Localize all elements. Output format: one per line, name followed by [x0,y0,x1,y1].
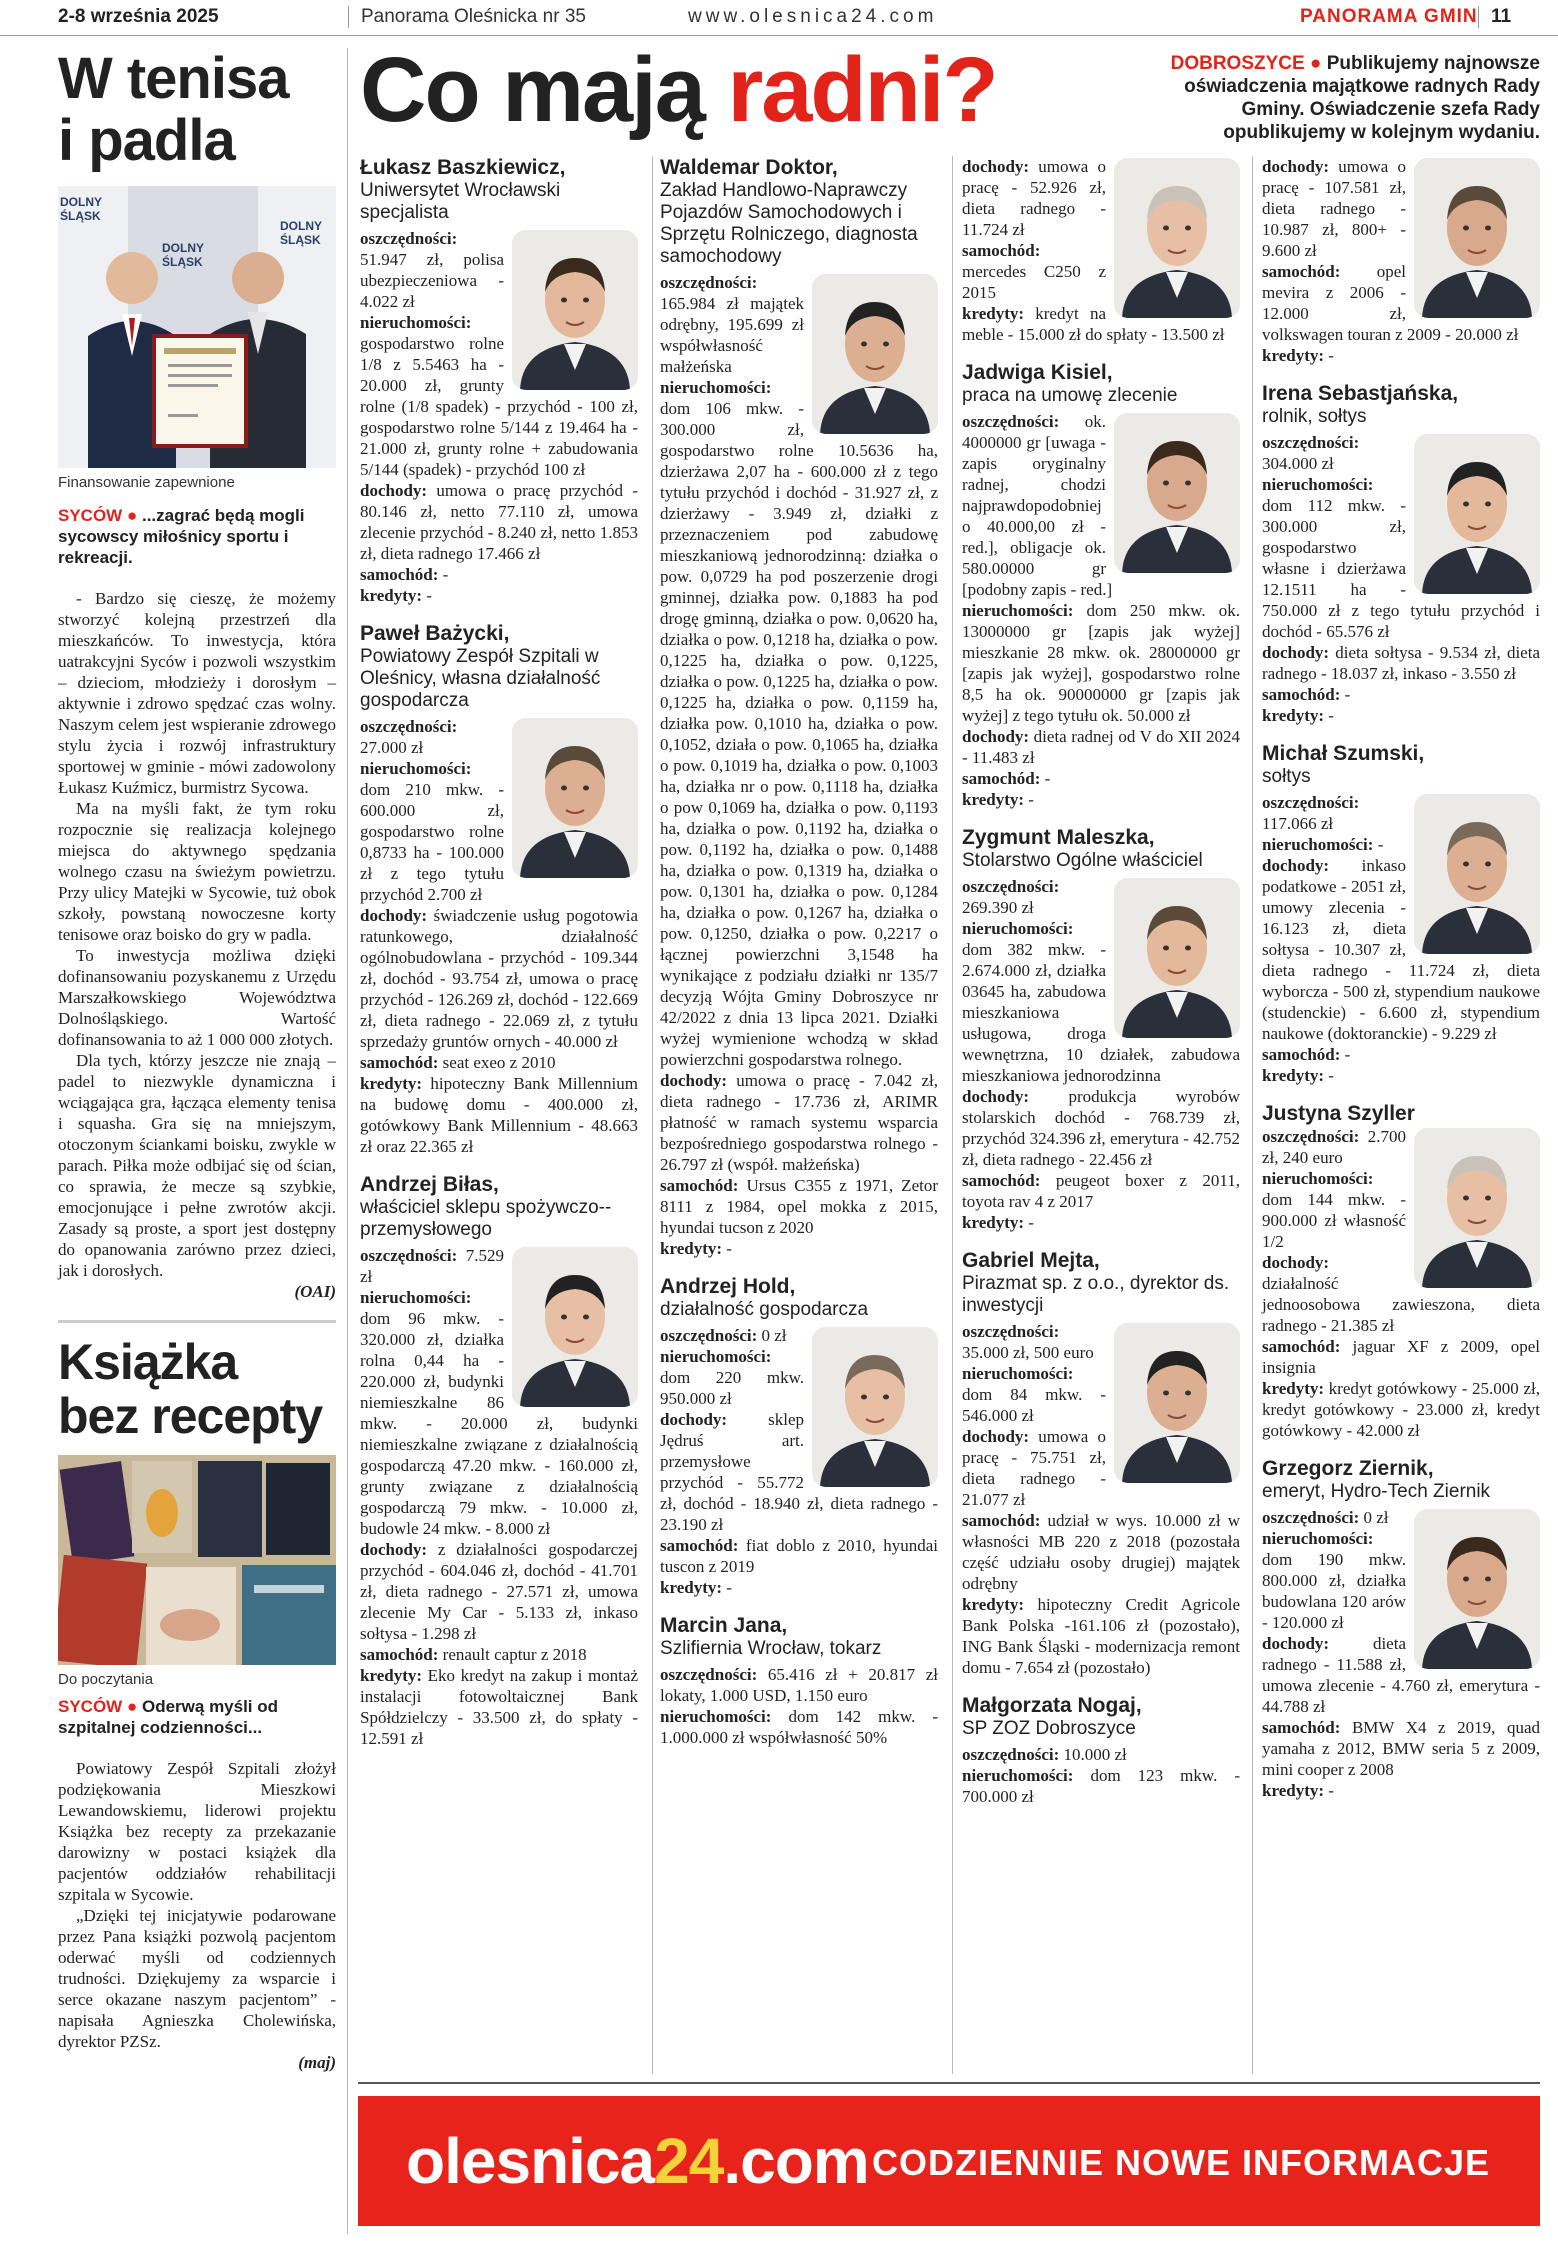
field-label: oszczędności: [660,273,758,292]
field-label: oszczędności: [660,1326,758,1345]
issue-date: 2-8 września 2025 [58,6,219,27]
field-value: dom 250 mkw. ok. 13000000 gr [zapis jak wyżej] mieszkanie 28 mkw. ok. 28000000 gr [zapis jak wyżej], gospodarstwo rolne 8,5 ha ok. 90000000 gr [zapis jak wyżej] z tego tytułu ok. 50.000 zł [962,601,1240,725]
field-label: dochody: [360,1540,428,1559]
field-label: nieruchomości: [1262,475,1374,494]
paragraph: - Bardzo się cieszę, że możemy stworzyć kolejną przestrzeń dla mieszkańców. To inwestycja, która uatrakcyjni Syców i pozwoli wszystkim – dzieciom, młodzieży i dorosłym – aktywnie i zdrowo spędzać czas wolny. Naszym celem jest wspieranie zdrowego stylu życia i rozwój infrastruktury sportowej w gminie - mówi zadowolony Łukasz Kuźmicz, burmistrz Sycowa. [58,589,336,797]
field-label: dochody: [962,1427,1030,1446]
councillor-portrait [1414,158,1540,318]
councillor-role: emeryt, Hydro-Tech Ziernik [1262,1481,1491,1502]
banner-text: ŚLĄSK [280,233,321,247]
field-value: 51.947 zł, polisa ubezpieczeniowa - 4.022 zł [360,250,504,311]
column-divider [952,156,953,2074]
field-value: z działalności gospodarczej przychód - 604.046 zł, dochód - 41.701 zł, dieta radnego - 27.571 zł, umowa zlecenie My Car - 5.133 zł, inkaso sołtysa - 1.298 zł [360,1540,638,1643]
field-label: samochód: [660,1176,739,1195]
section-divider [58,1320,336,1323]
declaration-text [1262,1507,1540,1801]
declaration-text [962,156,1240,345]
field-label: nieruchomości: [660,1707,772,1726]
councillor-portrait [1114,878,1240,1038]
field-label: nieruchomości: [1262,1169,1374,1188]
books-photo-image [58,1455,336,1665]
councillor-entry [1262,1457,1540,1801]
field-label: oszczędności: [962,877,1060,896]
portrait-image [1414,158,1540,318]
field-label: samochód: [1262,1045,1341,1064]
councillor-portrait [1114,1323,1240,1483]
councillor-name: Andrzej Hold, [660,1275,796,1298]
field-value: Eko kredyt na zakup i montaż instalacji fotowoltaicznej Bank Spółdzielczy - 33.500 zł, do spłaty - 12.591 zł [360,1666,638,1748]
declaration-text [1262,1126,1540,1441]
field-label: samochód: [1262,1718,1341,1737]
field-value: ok. 4000000 gr [uwaga - zapis oryginalny radnej, chodzi najprawdopodobniej o 40.000,00 zł - red.], obligacje ok. 580.00000 gr [podobny zapis - red.] [962,412,1113,599]
field-label: samochód: [360,1053,439,1072]
councillor-entry [962,156,1240,345]
field-value: - [422,586,432,605]
field-label: dochody: [660,1410,728,1429]
field-value: hipoteczny Credit Agricole Bank Polska -161.106 zł (pozostało), ING Bank Śląski - modernizacja remont domu - 7.654 zł (pozostało) [962,1595,1240,1677]
declaration-text [360,1245,638,1749]
councillor-entry [962,1249,1240,1678]
field-value: 269.390 zł [962,898,1034,917]
councillors-column-4 [1262,156,1540,1817]
councillor-portrait [1414,1128,1540,1288]
councillor-entry [660,156,938,1259]
declaration-text [962,1321,1240,1678]
field-value: - [1340,1045,1351,1064]
portrait-image [1114,878,1240,1038]
field-label: dochody: [1262,643,1330,662]
councillor-role: Uniwersytet Wrocławski specjalista [360,180,561,223]
field-label: dochody: [360,906,428,925]
councillor-entry [962,1694,1240,1807]
field-label: oszczędności: [962,1322,1060,1341]
deck-place: DOBROSZYCE [1170,53,1305,74]
field-label: dochody: [962,1087,1030,1106]
field-label: dochody: [660,1071,728,1090]
bullet-icon: ● [126,1697,138,1716]
field-label: kredyty: [1262,1066,1325,1085]
logo-part: olesnica [406,2125,655,2197]
portrait-image [1414,1509,1540,1669]
banner-text: DOLNY [162,241,204,255]
field-label: nieruchomości: [360,759,472,778]
councillor-name: Gabriel Mejta, [962,1249,1100,1272]
field-label: nieruchomości: [1262,835,1374,854]
field-value: 0 zł [757,1326,787,1345]
field-label: kredyty: [660,1578,723,1597]
councillor-portrait [812,274,938,434]
councillor-name: Irena Sebastjańska, [1262,382,1459,405]
councillor-role: sołtys [1262,766,1311,787]
councillor-role: właściciel sklepu spożywczo--przemysłowego [360,1197,612,1240]
field-label: nieruchomości: [962,601,1074,620]
field-label: samochód: [360,1645,439,1664]
field-value: Ursus C355 z 1971, Zetor 8111 z 1984, opel mokka z 2015, hyundai tucson z 2020 [660,1176,938,1237]
field-value: świadczenie usług pogotowia ratunkowego, działalność ogólnobudowlana - przychód - 109.344 zł, dochód - 93.754 zł, umowa o pracę przychód - 126.269 zł, dochód - 122.669 zł, dieta radnego - 22.069 zł, z tytułu sprzedaży gruntów ornych - 40.000 zł [360,906,638,1051]
portrait-image [1414,1128,1540,1288]
portrait-image [812,274,938,434]
councillor-portrait [1114,158,1240,318]
column-divider [1252,156,1253,2074]
field-label: dochody: [360,481,428,500]
councillor-portrait [512,1247,638,1407]
field-value: - [722,1578,732,1597]
field-value: renault captur z 2018 [438,1645,587,1664]
field-label: nieruchomości: [962,1766,1074,1785]
paragraph: To inwestycja możliwa dzięki dofinansowaniu pozyskanemu z Urzędu Marszałkowskiego Województwa Dolnośląskiego. Wartość dofinansowania to aż 1 000 000 złotych. [58,946,336,1049]
field-value: dieta radnego - 11.588 zł, umowa zlecenie - 4.760 zł, emerytura - 44.788 zł [1262,1634,1540,1716]
field-label: oszczędności: [962,1745,1060,1764]
field-value: hipoteczny Bank Millennium na budowę domu - 400.000 zł, gotówkowy Bank Millennium - 48.663 zł oraz 22.365 zł [360,1074,638,1156]
field-label: samochód: [1262,1337,1341,1356]
declaration-text [962,411,1240,810]
field-value: 165.984 zł majątek odrębny, 195.699 zł współwłasność małżeńska [660,294,804,376]
councillor-name: Michał Szumski, [1262,742,1425,765]
field-value: jaguar XF z 2009, opel insignia [1262,1337,1540,1377]
portrait-image [1114,413,1240,573]
field-value: dom 112 mkw. - 300.000 zł, gospodarstwo własne i dzierżawa 12.1511 ha - 750.000 zł z tego tytułu przychód i dochód - 65.576 zł [1262,496,1540,641]
title-line: W tenisa [58,46,289,111]
declaration-text [962,876,1240,1233]
bullet-icon: ● [1309,53,1322,74]
field-label: kredyty: [1262,1781,1325,1800]
field-label: kredyty: [660,1239,723,1258]
councillor-portrait [1414,434,1540,594]
councillor-portrait [512,718,638,878]
field-value: - [1324,706,1334,725]
title-line: Książka [58,1334,238,1390]
field-value: dom 106 mkw. - 300.000 zł, gospodarstwo rolne 10.5636 ha, dzierżawa 2,07 ha - 600.000 zł z tego tytułu przychód i dochód - 31.927 zł, z dzierżawy - 3.949 zł, działki z przeznaczeniem pod zabudowę mieszkaniową jednorodzinną: działka o pow. 0,0729 ha pod poszerzenie drogi gminnej, działka pow. 0,1883 ha pod drogę gminną, działka o pow. 0,0620 ha, działka o pow. 0,1218 ha, działka o pow. 0,1225 ha, działka o pow. 0,1225, działka o pow. 0,1225 ha, działka o pow. 0,1225 ha, działka o pow. 0,1159 ha, działka pow. 0,1010 ha, działka o pow. 0,1052, działa o pow. 0,1065 ha, działka o pow. 0,1019 ha, działka o pow. 0,1003 ha, działka nr o pow. 0,1118 ha, działka o pow 0,1069 ha, działka o pow. 0,1193 ha, działka o pow. 0,1192 ha, działka o pow. 0,1192 ha, działka o pow. 0,1488 ha, działka o pow. 0,1319 ha, działka o pow. 0,1301 ha, działka o pow. 0,1284 ha, działka o pow. 0,1267 ha, działka o pow. 0,1250, działka o pow. 0,2217 o łącznej powierzchni 3,1548 ha wynikające z podziału działki nr 135/7 decyzją Wójta Gminy Dobroszyce nr 42/2022 z dnia 13 lipca 2021. Działki wyżej wymienione wchodzą w skład powierzchni gospodarstwa rolnego. [660,399,938,1069]
field-value: dieta radnej od V do XII 2024 - 11.483 zł [962,727,1240,767]
field-label: dochody: [962,157,1030,176]
field-value: dom 96 mkw. - 320.000 zł, działka rolna 0,44 ha - 220.000 zł, budynki niemieszkalne 86 mkw. - 20.000 zł, budynki niemieszkalne związane z działalnością gospodarczą 47.20 mkw. - 160.000 zł, grunty związane z działalnością gospodarczą 79 mkw. - 10.000 zł, budowle 24 mkw. - 8.000 zł [360,1309,638,1538]
field-label: kredyty: [962,1213,1025,1232]
councillor-portrait [1414,794,1540,954]
councillor-portrait [1114,413,1240,573]
lead-text: ...zagrać będą mogli sycowscy miłośnicy sportu i rekreacji. [58,506,305,567]
councillor-entry [360,622,638,1157]
ad-banner[interactable] [358,2096,1540,2226]
councillor-name: Marcin Jana, [660,1614,788,1637]
page-header [0,0,1558,36]
field-value: 35.000 zł, 500 euro [962,1343,1094,1362]
article-lead [58,505,336,568]
field-label: kredyty: [360,1074,423,1093]
declaration-text [1262,792,1540,1086]
portrait-image [1114,1323,1240,1483]
councillor-entry [360,1173,638,1749]
councillor-name: Zygmunt Maleszka, [962,826,1155,849]
field-value: umowa o pracę - 75.751 zł, dieta radnego - 21.077 zł [962,1427,1106,1509]
declaration-text [1262,432,1540,726]
councillor-name: Łukasz Baszkiewicz, [360,156,566,179]
column-divider [652,156,653,2074]
field-value: - [1024,790,1034,809]
field-label: nieruchomości: [360,1288,472,1307]
field-value: 117.066 zł [1262,814,1334,833]
declaration-text [962,1744,1240,1807]
field-value: 2.700 zł, 240 euro [1262,1127,1406,1167]
declaration-text [660,1664,938,1748]
title-line: i padla [58,108,235,173]
field-value: 304.000 zł [1262,454,1334,473]
field-value: 27.000 zł [360,738,424,757]
field-value: - [1324,346,1334,365]
field-value: peugeot boxer z 2011, toyota rav 4 z 2017 [962,1171,1240,1211]
field-label: samochód: [360,565,439,584]
field-label: nieruchomości: [962,1364,1074,1383]
headline-part: Co mają [360,39,728,141]
councillor-role: SP ZOZ Dobroszyce [962,1718,1136,1739]
field-label: nieruchomości: [360,313,472,332]
logo-part: .com [723,2125,869,2197]
councillor-name: Paweł Bażycki, [360,622,510,645]
banner-text: ŚLĄSK [162,255,203,269]
headline-deck [1130,52,1540,144]
field-label: nieruchomości: [1262,1529,1374,1548]
field-value: 65.416 zł + 20.817 zł lokaty, 1.000 USD, 1.150 euro [660,1665,938,1705]
field-value: umowa o pracę - 107.581 zł, dieta radnego - 10.987 zł, 800+ - 9.600 zł [1262,157,1406,260]
field-label: samochód: [1262,262,1341,281]
councillor-role: Zakład Handlowo-Naprawczy Pojazdów Samochodowych i Sprzętu Rolniczego, diagnosta samochodowy [660,180,918,267]
article-body [58,1758,336,2073]
field-label: oszczędności: [1262,433,1360,452]
books-photo [58,1455,336,1665]
portrait-image [1414,794,1540,954]
logo-number: 24 [654,2125,724,2197]
field-value: dom 84 mkw. - 546.000 zł [962,1385,1106,1425]
field-label: oszczędności: [360,717,458,736]
field-value: 0 zł [1359,1508,1389,1527]
field-value: - [1024,1213,1034,1232]
portrait-image [1414,434,1540,594]
councillor-entry [962,826,1240,1233]
field-label: nieruchomości: [962,919,1074,938]
field-label: samochód: [1262,685,1341,704]
field-value: sklep Jędruś art. przemysłowe przychód - 55.772 zł, dochód - 18.940 zł, dieta radnego - 23.190 zł [660,1410,938,1534]
bullet-icon: ● [126,506,138,525]
field-value: dom 190 mkw. 800.000 zł, działka budowlana 120 arów - 120.000 zł [1262,1550,1406,1632]
field-label: samochód: [962,769,1041,788]
banner-text: ŚLĄSK [60,209,101,223]
field-value: - [1040,769,1051,788]
councillor-role: działalność gospodarcza [660,1299,869,1320]
paragraph: Powiatowy Zespół Szpitali złożył podziękowania Mieszkowi Lewandowskiemu, liderowi projektu Książka bez recepty za przekazanie darowizny w postaci książek dla pacjentów oddziałów rehabilitacji szpitala w Sycowie. [58,1759,336,1904]
issue-number: Panorama Oleśnicka nr 35 [348,6,586,28]
councillor-entry [1262,156,1540,366]
lead-place: SYCÓW [58,1697,123,1716]
councillor-name: Waldemar Doktor, [660,156,838,179]
section-name: PANORAMA GMIN [1300,6,1478,27]
field-label: samochód: [962,1171,1041,1190]
paragraph: Ma na myśli fakt, że tym roku rozpocznie się realizacja kolejnego miejsca do aktywnego spędzania wolnego czasu na świeżym powietrzu. Przy ulicy Matejki w Sycowie, tuż obok szkoły, powstaną nowoczesne korty tenisowe oraz boisko do gry w padla. [58,799,336,944]
field-label: samochód: [962,1511,1041,1530]
paragraph: „Dzięki tej inicjatywie podarowane przez Pana książki pozwolą pacjentom oderwać myśli od codziennych trudności. Dziękujemy za wsparcie i serce okazane naszym pacjentom” - napisała Agnieszka Cholewińska, dyrektor PZSz. [58,1906,336,2051]
field-value: działalność jednoosobowa zawieszona, dieta radnego - 21.385 zł [1262,1274,1540,1335]
field-label: oszczędności: [1262,1127,1360,1146]
declaration-text [360,228,638,606]
field-value: dom 220 mkw. 950.000 zł [660,1368,804,1408]
website-url[interactable]: www.olesnica24.com [688,6,938,27]
declaration-text [1262,156,1540,366]
headline-accent: radni? [727,39,997,141]
field-value: produkcja wyrobów stolarskich dochód - 768.739 zł, przychód 324.396 zł, emerytura - 42.752 zł, dieta radnego - 22.456 zł [962,1087,1240,1169]
field-label: kredyty: [962,304,1025,323]
field-value: mercedes C250 z 2015 [962,262,1106,302]
field-label: dochody: [962,727,1030,746]
banner-text: DOLNY [60,195,102,209]
field-value: udział w wys. 10.000 zł w własności MB 220 z 2018 (pozostała część udziału osoby drugiej) majątek odrębny [962,1511,1240,1593]
field-value: seat exeo z 2010 [438,1053,556,1072]
field-label: samochód: [660,1536,739,1555]
councillor-portrait [812,1327,938,1487]
portrait-image [512,1247,638,1407]
field-label: oszczędności: [360,1246,458,1265]
field-value: 7.529 zł [360,1246,504,1286]
declaration-text [660,1325,938,1598]
author-signature: (maj) [298,2053,336,2072]
councillors-column-1 [360,156,638,1765]
field-value: dom 382 mkw. - 2.674.000 zł, działka 03645 ha, zabudowa mieszkaniowa usługowa, droga wewnętrzna, 10 działek, zabudowa mieszkaniowa jednorodzinna [962,940,1240,1085]
councillor-name: Grzegorz Ziernik, [1262,1457,1434,1480]
field-value: - [722,1239,732,1258]
councillor-name: Jadwiga Kisiel, [962,361,1113,384]
field-label: kredyty: [1262,346,1325,365]
field-value: - [1340,685,1351,704]
field-value: dom 123 mkw. - 700.000 zł [962,1766,1240,1806]
field-value: inkaso podatkowe - 2051 zł, umowy zlecenia - 16.123 zł, dieta sołtysa - 10.307 zł, dieta radnego - 11.724 zł, dieta wyborcza - 500 zł, stypendium naukowe (studenckie) - 6.600 zł, stypendium naukowe (doktoranckie) - 9.229 zł [1262,856,1540,1043]
tennis-photo [58,186,336,468]
photo-caption: Finansowanie zapewnione [58,474,235,491]
field-value: dom 144 mkw. - 900.000 zł własność 1/2 [1262,1190,1406,1251]
field-value: 10.000 zł [1059,1745,1127,1764]
councillor-portrait [512,230,638,390]
field-label: dochody: [1262,856,1330,875]
banner-text: DOLNY [280,219,322,233]
declaration-text [360,716,638,1157]
councillor-portrait [1414,1509,1540,1669]
main-headline [360,40,997,140]
field-label: nieruchomości: [660,1347,772,1366]
ad-top-rule [358,2082,1540,2084]
field-value: umowa o pracę przychód - 80.146 zł, netto 77.110 zł, umowa zlecenie przychód - 8.240 zł, netto 1.853 zł, dieta radnego 17.466 zł [360,481,638,563]
field-label: kredyty: [360,586,423,605]
field-label: dochody: [1262,1634,1330,1653]
field-label: kredyty: [962,790,1025,809]
author-signature: (OAI) [294,1282,336,1301]
field-value: - [1324,1066,1334,1085]
paragraph: Dla tych, którzy jeszcze nie znają – padel to niezwykle dynamiczna i wciągająca gra, łącząca elementy tenisa i squasha. Gra się na mniejszym, otoczonym ściankami boisku, zwykle w parach. Piłka może odbijać się od ścian, co sprawia, że mecze są szybkie, emocjonujące i pełne zwrotów akcji. Zasady są proste, a sport jest dostępny do opanowania zarówno przez dzieci, jak i dorosłych. [58,1051,336,1280]
tennis-photo-image [58,186,336,468]
field-value: kredyt na meble - 15.000 zł do spłaty - 13.500 zł [962,304,1225,344]
field-label: oszczędności: [1262,1508,1360,1527]
councillor-name: Justyna Szyller [1262,1102,1415,1125]
field-value: umowa o pracę - 52.926 zł, dieta radnego - 11.724 zł [962,157,1106,239]
field-value: fiat doblo z 2010, hyundai tuscon z 2019 [660,1536,938,1576]
councillor-name: Małgorzata Nogaj, [962,1694,1142,1717]
field-value: BMW X4 z 2019, quad yamaha z 2012, BMW seria 5 z 2009, mini cooper z 2008 [1262,1718,1540,1779]
field-label: nieruchomości: [660,378,772,397]
councillor-entry [962,361,1240,810]
councillor-entry [660,1275,938,1598]
field-value: - [1373,835,1384,854]
field-label: kredyty: [360,1666,423,1685]
field-value: - [438,565,449,584]
councillors-column-2 [660,156,938,1764]
field-label: kredyty: [1262,706,1325,725]
ad-logo [406,2124,869,2198]
portrait-image [512,230,638,390]
field-label: dochody: [1262,1253,1330,1272]
field-value: opel mevira z 2006 - 12.000 zł, volkswagen touran z 2009 - 20.000 zł [1262,262,1519,344]
portrait-image [812,1327,938,1487]
councillor-entry [1262,742,1540,1086]
article-lead [58,1696,336,1738]
field-label: oszczędności: [660,1665,758,1684]
field-value: kredyt gotówkowy - 25.000 zł, kredyt gotówkowy - 23.000 zł, kredyt gotówkowy - 42.000 zł [1262,1379,1540,1440]
councillor-role: praca na umowę zlecenie [962,385,1178,406]
article-title-tennis [58,48,336,172]
left-column [58,48,336,2073]
field-value: gospodarstwo rolne 1/8 z 5.5463 ha - 20.000 zł, grunty rolne (1/8 spadek) - przychód - 100 zł, gospodarstwo rolne 5/144 z 19.464 ha - 21.000 zł, grunty rolne + zabudowania 5/144 (spadek) - przychód 100 zł [360,334,638,479]
field-label: kredyty: [962,1595,1025,1614]
field-value: - [1324,1781,1334,1800]
field-value: umowa o pracę - 7.042 zł, dieta radnego - 17.736 zł, ARIMR płatność w ramach systemu wsparcia bezpośredniego gospodarstwa rolnego - 26.797 zł (współ. małżeńska) [660,1071,938,1174]
deck-text: Publikujemy najnowsze oświadczenia majątkowe radnych Rady Gminy. Oświadczenie szefa Rady opublikujemy w kolejnym wydaniu. [1184,53,1540,143]
councillors-column-3 [962,156,1240,1823]
lead-place: SYCÓW [58,506,123,525]
lead-text: Oderwą myśli od szpitalnej codzienności... [58,1697,279,1737]
field-label: samochód: [962,241,1041,260]
ad-slogan: CODZIENNIE NOWE INFORMACJE [872,2142,1491,2183]
photo-caption: Do poczytania [58,1671,154,1688]
declaration-text [660,272,938,1259]
councillor-name: Andrzej Biłas, [360,1173,499,1196]
councillor-role: Powiatowy Zespół Szpitali w Oleśnicy, własna działalność gospodarcza [360,646,601,711]
field-label: kredyty: [1262,1379,1325,1398]
field-label: oszczędności: [360,229,458,248]
field-value: dom 210 mkw. - 600.000 zł, gospodarstwo rolne 0,8733 ha - 100.000 zł z tego tytułu przychód 2.700 zł [360,780,504,904]
field-value: dom 142 mkw. - 1.000.000 zł współwłasność 50% [660,1707,938,1747]
councillor-role: Szlifiernia Wrocław, tokarz [660,1638,882,1659]
portrait-image [512,718,638,878]
article-body [58,588,336,1302]
field-label: oszczędności: [962,412,1060,431]
councillor-entry [1262,1102,1540,1441]
councillor-entry [1262,382,1540,726]
councillor-entry [360,156,638,606]
article-title-book [58,1335,336,1443]
field-label: oszczędności: [1262,793,1360,812]
field-value: dieta sołtysa - 9.534 zł, dieta radnego - 18.037 zł, inkaso - 3.550 zł [1262,643,1540,683]
title-line: bez recepty [58,1388,323,1444]
column-divider [347,48,348,2234]
portrait-image [1114,158,1240,318]
field-label: dochody: [1262,157,1330,176]
councillor-role: Pirazmat sp. z o.o., dyrektor ds. inwestycji [962,1273,1230,1316]
page-number: 11 [1478,6,1511,28]
councillor-role: rolnik, sołtys [1262,406,1367,427]
councillor-entry [660,1614,938,1748]
councillor-role: Stolarstwo Ogólne właściciel [962,850,1203,871]
